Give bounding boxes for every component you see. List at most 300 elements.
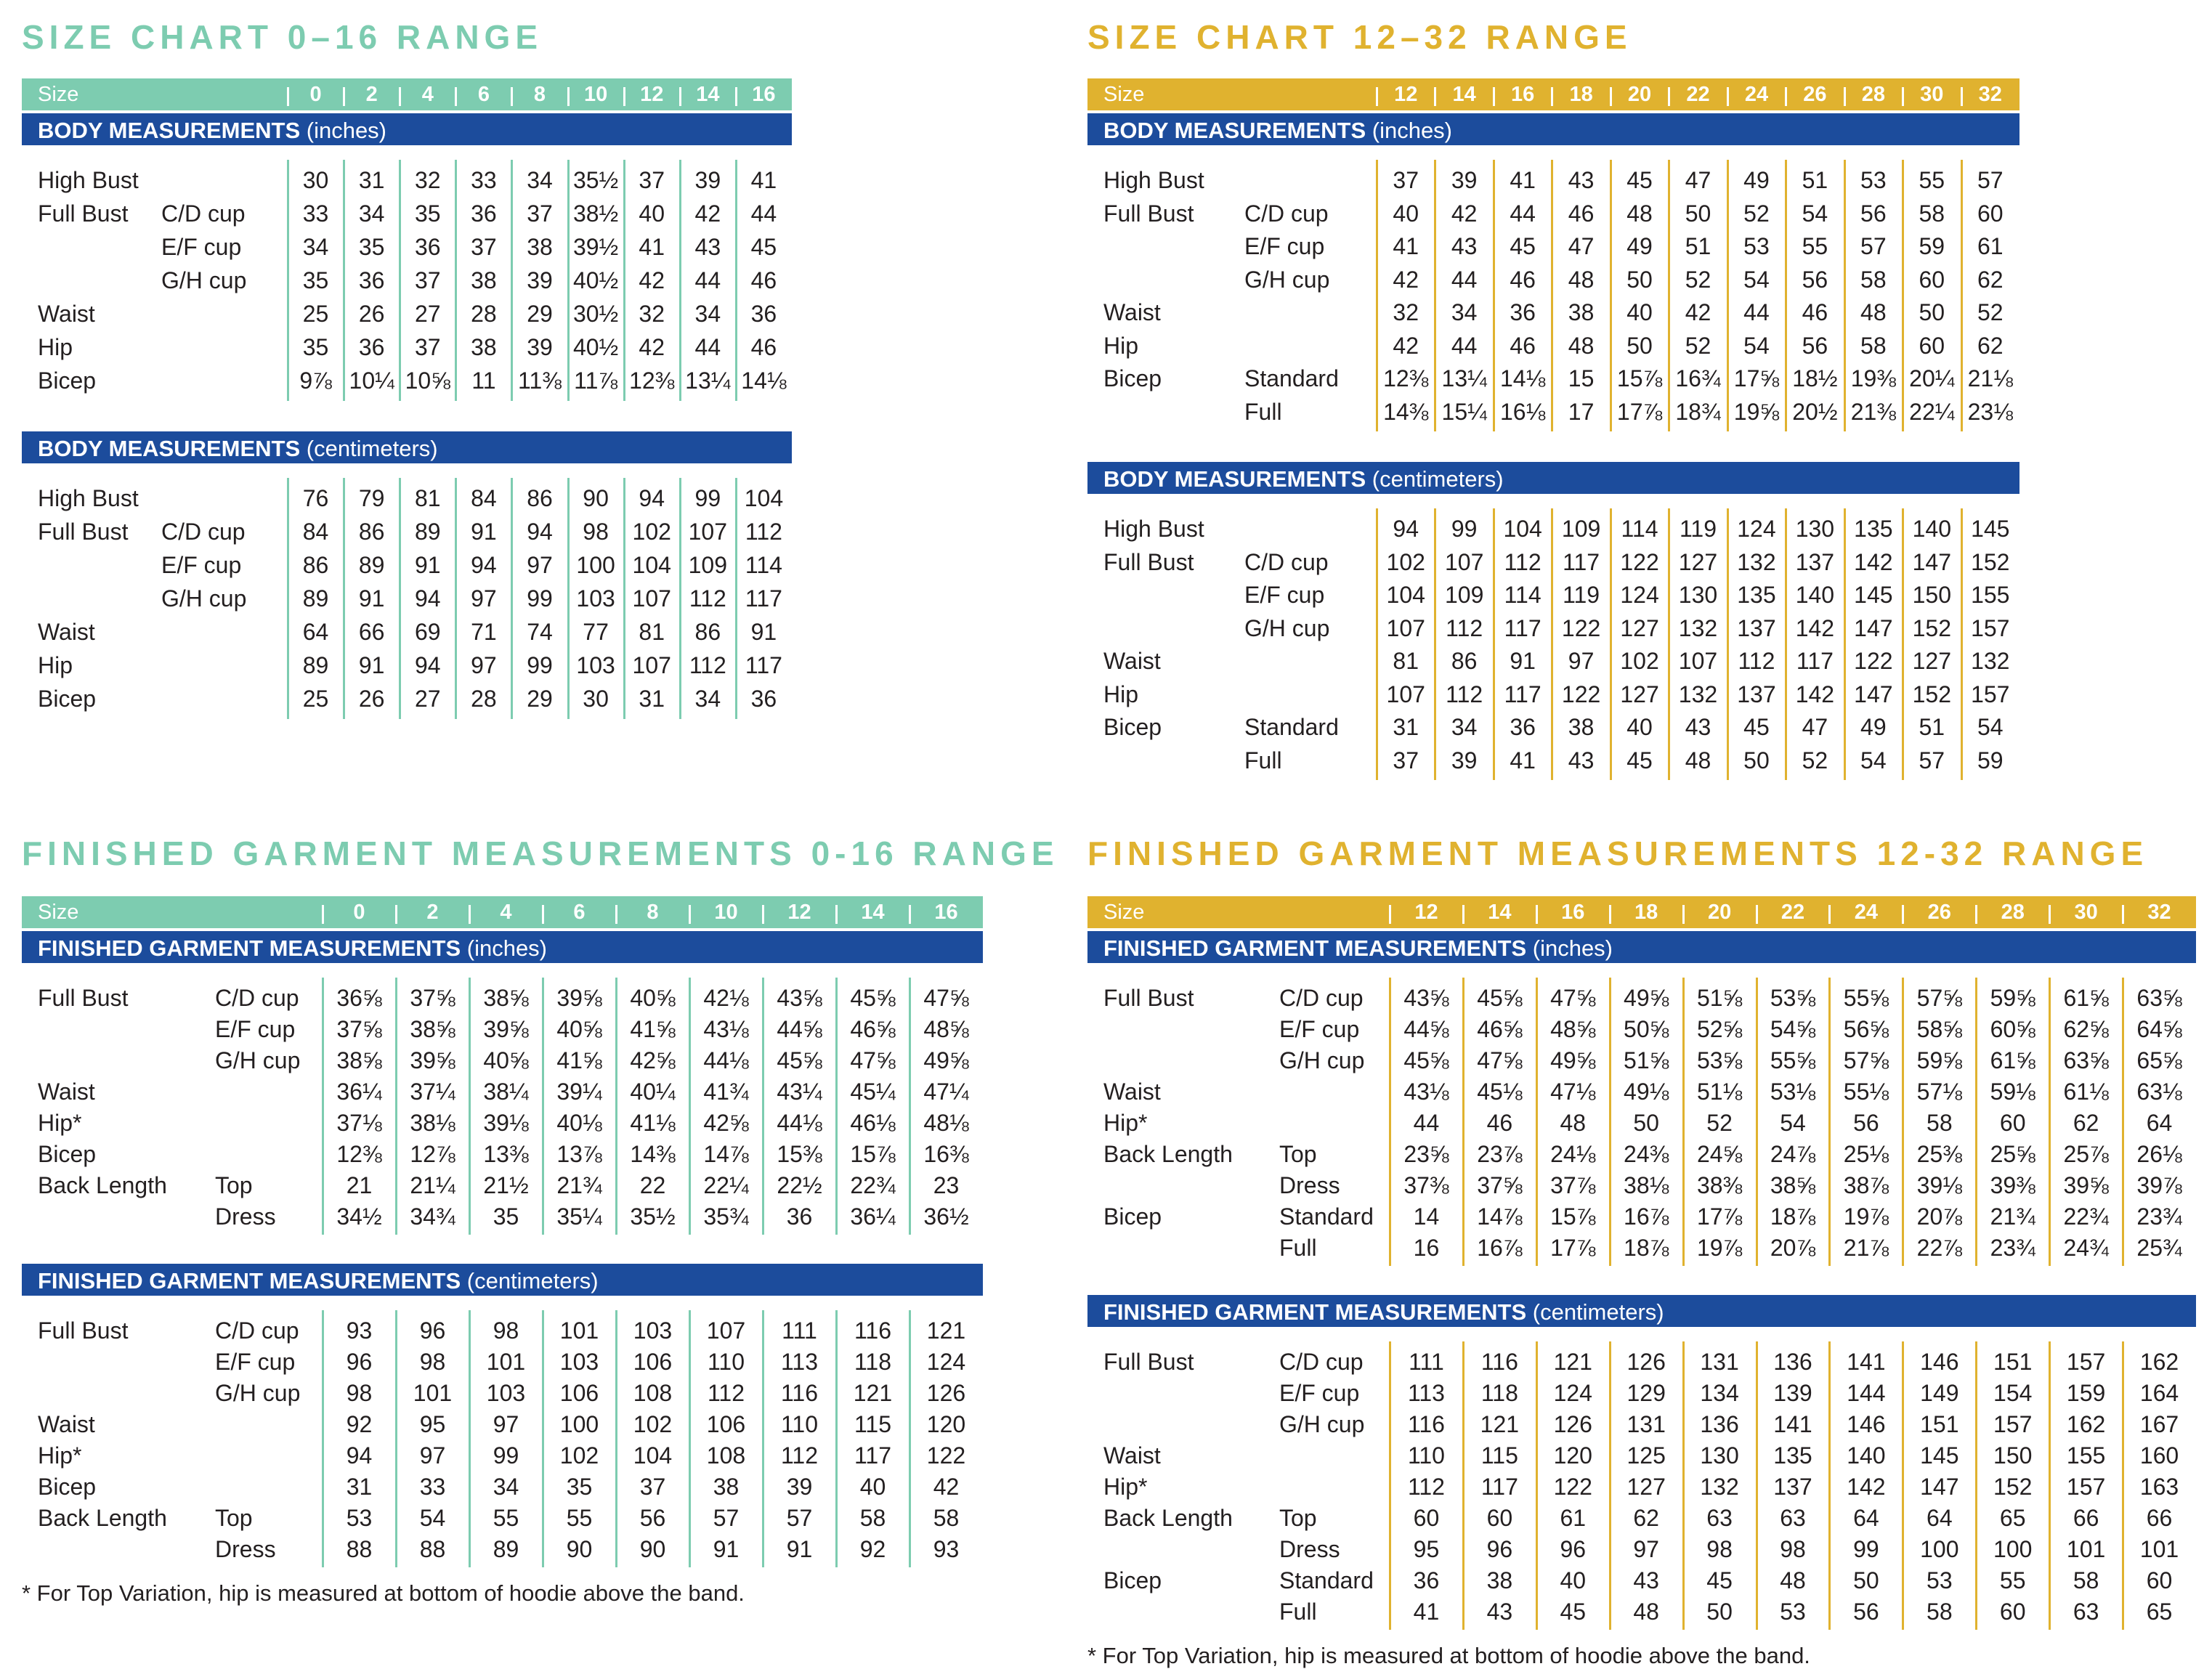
measurement-value: 24⅝ [1696, 1141, 1743, 1167]
measurement-value: 51 [1919, 714, 1945, 740]
measurement-value: 56⅝ [1843, 1016, 1889, 1042]
measurement-value: 112 [1446, 614, 1483, 641]
measurement-value: 145 [1920, 1442, 1959, 1469]
measurement-value: 112 [745, 519, 782, 545]
measurement-value: 97 [471, 585, 497, 612]
row-label: Full Bust [1103, 548, 1194, 575]
measurement-value: 46 [1510, 266, 1536, 293]
measurement-value: 55 [566, 1505, 593, 1531]
measurement-value: 53 [346, 1505, 373, 1531]
measurement-value: 48 [1568, 332, 1595, 359]
measurement-value: 48 [1568, 266, 1595, 293]
measurement-value: 91 [358, 585, 385, 612]
measurement-value: 107 [688, 519, 728, 545]
measurement-value: 43⅛ [1403, 1079, 1449, 1105]
measurement-value: 34 [1451, 714, 1478, 740]
measurement-value: 43¼ [777, 1079, 822, 1105]
measurement-value: 36 [414, 234, 441, 260]
measurement-value: 137 [1773, 1474, 1812, 1500]
measurement-value: 60 [1919, 332, 1945, 359]
measurement-value: 102 [1386, 548, 1425, 575]
measurement-value: 23⅞ [1477, 1141, 1523, 1167]
section-heading-bold: FINISHED GARMENT MEASUREMENTS [38, 935, 461, 961]
measurement-value: 63 [2073, 1599, 2099, 1625]
measurement-value: 100 [1993, 1536, 2033, 1562]
measurement-value: 81 [639, 619, 665, 645]
measurement-value: 77 [583, 619, 609, 645]
measurement-value: 39⅛ [1916, 1172, 1962, 1198]
row-sublabel: G/H cup [1279, 1411, 1365, 1437]
measurement-value: 58 [1919, 200, 1945, 227]
measurement-value: 46 [1510, 332, 1536, 359]
measurement-value: 48 [1626, 200, 1653, 227]
measurement-value: 115 [854, 1411, 891, 1437]
measurement-value: 36 [750, 301, 777, 327]
measurement-value: 100 [1920, 1536, 1959, 1562]
measurement-value: 37 [639, 167, 665, 193]
measurement-value: 42 [1393, 332, 1419, 359]
measurement-value: 39 [1451, 167, 1478, 193]
measurement-value: 44 [1413, 1110, 1440, 1136]
measurement-value: 40 [1560, 1567, 1587, 1593]
measurement-value: 38 [1568, 714, 1595, 740]
measurement-value: 38⅝ [1770, 1172, 1816, 1198]
measurement-value: 154 [1993, 1380, 2033, 1406]
measurement-value: 35 [302, 334, 329, 360]
measurement-value: 45⅝ [1477, 985, 1523, 1011]
row-label: Full Bust [38, 519, 129, 545]
measurement-value: 16⅛ [1499, 398, 1546, 425]
measurement-value: 47⅝ [1550, 985, 1596, 1011]
measurement-value: 51⅛ [1696, 1079, 1743, 1105]
size-header-cell: 18 [1634, 901, 1658, 924]
measurement-value: 40 [859, 1474, 886, 1500]
measurement-value: 107 [706, 1317, 746, 1344]
measurement-value: 89 [493, 1536, 519, 1562]
measurement-value: 131 [1700, 1349, 1739, 1375]
measurement-value: 99 [493, 1442, 519, 1469]
measurement-value: 65 [1999, 1505, 2026, 1531]
measurement-value: 81 [1393, 648, 1419, 674]
measurement-value: 114 [1621, 516, 1658, 542]
measurement-value: 38⅜ [1696, 1172, 1743, 1198]
measurement-value: 58 [1860, 332, 1887, 359]
measurement-value: 45 [1626, 747, 1653, 773]
measurement-value: 122 [1854, 648, 1893, 674]
measurement-value: 74 [527, 619, 553, 645]
measurement-value: 167 [2139, 1411, 2179, 1437]
measurement-value: 53 [1927, 1567, 1953, 1593]
measurement-value: 140 [1795, 582, 1835, 608]
measurement-value: 42⅝ [630, 1047, 676, 1073]
section-heading-text [38, 935, 547, 962]
measurement-value: 18⅞ [1770, 1203, 1816, 1230]
measurement-value: 112 [1407, 1474, 1445, 1500]
measurement-value: 39⅞ [2136, 1172, 2182, 1198]
section-heading-bold: FINISHED GARMENT MEASUREMENTS [1103, 935, 1527, 961]
measurement-value: 54 [1743, 266, 1770, 293]
section-grid [1087, 1341, 2196, 1630]
measurement-value: 39⅝ [2063, 1172, 2109, 1198]
row-sublabel: E/F cup [161, 552, 242, 578]
section-heading-bold: FINISHED GARMENT MEASUREMENTS [1103, 1299, 1527, 1325]
measurement-value: 11⅞ [574, 367, 618, 394]
measurement-value: 142 [1795, 614, 1835, 641]
measurement-value: 149 [1920, 1380, 1959, 1406]
measurement-value: 23⅝ [1403, 1141, 1449, 1167]
row-sublabel: Full [1279, 1235, 1317, 1261]
measurement-value: 63⅛ [2136, 1079, 2182, 1105]
measurement-value: 35½ [630, 1203, 676, 1230]
measurement-value: 137 [1737, 614, 1776, 641]
measurement-value: 60 [1999, 1599, 2026, 1625]
measurement-value: 56 [1853, 1110, 1879, 1136]
measurement-value: 25⅜ [1916, 1141, 1962, 1167]
row-label: Hip [38, 334, 73, 360]
measurement-value: 159 [2066, 1380, 2106, 1406]
measurement-value: 16¾ [1675, 365, 1721, 391]
measurement-value: 93 [933, 1536, 960, 1562]
measurement-value: 94 [414, 652, 441, 678]
measurement-value: 60 [1919, 266, 1945, 293]
measurement-value: 39⅛ [483, 1110, 529, 1136]
row-sublabel: Standard [1244, 365, 1339, 391]
size-header-cell: 0 [353, 901, 365, 924]
measurement-value: 32 [414, 167, 441, 193]
measurement-value: 37 [527, 200, 553, 227]
measurement-value: 31 [358, 167, 385, 193]
size-header-cell: 22 [1686, 83, 1710, 106]
measurement-value: 54 [1977, 714, 2004, 740]
measurement-value: 43⅝ [777, 985, 822, 1011]
measurement-value: 39½ [572, 234, 619, 260]
measurement-value: 88 [346, 1536, 373, 1562]
size-header-cell: 14 [1452, 83, 1476, 106]
measurement-value: 162 [2139, 1349, 2179, 1375]
measurement-value: 44 [1743, 299, 1770, 325]
measurement-value: 43 [1568, 747, 1595, 773]
measurement-value: 99 [527, 652, 553, 678]
measurement-value: 53⅝ [1770, 985, 1816, 1011]
size-header-cell: 4 [421, 83, 434, 106]
row-label: Hip* [1103, 1474, 1148, 1500]
measurement-value: 44 [1510, 200, 1536, 227]
measurement-value: 157 [1971, 681, 2010, 707]
measurement-value: 49⅛ [1624, 1079, 1669, 1105]
section-heading [1087, 931, 2196, 963]
measurement-value: 25 [302, 301, 329, 327]
measurement-value: 144 [1847, 1380, 1886, 1406]
measurement-value: 43 [1568, 167, 1595, 193]
measurement-value: 47 [1685, 167, 1711, 193]
measurement-value: 103 [486, 1380, 526, 1406]
row-label: Waist [38, 301, 95, 327]
measurement-value: 136 [1773, 1349, 1812, 1375]
measurement-value: 42 [694, 200, 721, 227]
measurement-value: 106 [559, 1380, 599, 1406]
measurement-value: 142 [1795, 681, 1835, 707]
measurement-value: 52 [1802, 747, 1828, 773]
row-label: Back Length [1103, 1141, 1233, 1167]
measurement-value: 44 [1451, 332, 1478, 359]
measurement-value: 46 [1802, 299, 1828, 325]
measurement-value: 147 [1854, 681, 1893, 707]
measurement-value: 40⅝ [630, 985, 676, 1011]
section-heading [22, 1264, 983, 1296]
measurement-value: 24⅛ [1550, 1141, 1596, 1167]
measurement-value: 106 [706, 1411, 746, 1437]
measurement-value: 39 [527, 334, 553, 360]
section-heading [22, 931, 983, 963]
measurement-value: 14 [1413, 1203, 1440, 1230]
measurement-value: 101 [2139, 1536, 2179, 1562]
measurement-value: 46⅝ [1477, 1016, 1523, 1042]
measurement-value: 39⅝ [556, 985, 602, 1011]
measurement-value: 25¾ [2136, 1235, 2182, 1261]
measurement-value: 18½ [1792, 365, 1838, 391]
measurement-value: 37⅞ [1550, 1172, 1596, 1198]
measurement-value: 24¾ [2063, 1235, 2109, 1261]
measurement-value: 58 [933, 1505, 960, 1531]
measurement-value: 40½ [572, 267, 619, 293]
row-sublabel: E/F cup [215, 1349, 296, 1375]
measurement-value: 135 [1737, 582, 1776, 608]
measurement-value: 49 [1743, 167, 1770, 193]
row-sublabel: Top [1279, 1141, 1317, 1167]
measurement-value: 89 [302, 652, 329, 678]
measurement-value: 97 [527, 552, 553, 578]
measurement-value: 99 [694, 485, 721, 511]
section-grid [22, 1310, 983, 1567]
measurement-value: 108 [706, 1442, 746, 1469]
measurement-value: 38⅛ [410, 1110, 455, 1136]
row-label: Bicep [38, 686, 97, 712]
panel-title: SIZE CHART 0–16 RANGE [22, 18, 543, 56]
measurement-value: 57 [1977, 167, 2004, 193]
measurement-value: 122 [1620, 548, 1659, 575]
measurement-value: 93 [346, 1317, 373, 1344]
measurement-value: 96 [1486, 1536, 1513, 1562]
measurement-value: 60 [1486, 1505, 1513, 1531]
row-sublabel: Standard [1244, 714, 1339, 740]
section-grid [1087, 508, 2019, 780]
size-header-cell: 20 [1627, 83, 1652, 106]
measurement-value: 52 [1743, 200, 1770, 227]
measurement-value: 62 [1977, 266, 2004, 293]
measurement-value: 139 [1773, 1380, 1812, 1406]
row-sublabel: E/F cup [215, 1016, 296, 1042]
measurement-value: 102 [632, 519, 671, 545]
measurement-value: 14⅞ [703, 1141, 749, 1167]
measurement-value: 130 [1795, 516, 1835, 542]
measurement-value: 22½ [777, 1172, 822, 1198]
measurement-value: 33 [302, 200, 329, 227]
measurement-value: 19⅝ [1733, 398, 1780, 425]
measurement-value: 121 [926, 1317, 966, 1344]
measurement-value: 47¼ [923, 1079, 969, 1105]
measurement-value: 15¼ [1441, 398, 1487, 425]
measurement-value: 98 [1780, 1536, 1806, 1562]
section-heading-unit: (inches) [1526, 935, 1613, 961]
measurement-value: 35 [302, 267, 329, 293]
row-sublabel: Standard [1279, 1567, 1374, 1593]
measurement-value: 91 [471, 519, 497, 545]
measurement-value: 64 [1927, 1505, 1953, 1531]
section-heading-bold: BODY MEASUREMENTS [1103, 118, 1366, 143]
measurement-value: 38 [471, 334, 497, 360]
measurement-value: 94 [527, 519, 553, 545]
measurement-value: 20⅞ [1770, 1235, 1816, 1261]
measurement-value: 48 [1780, 1567, 1806, 1593]
measurement-value: 63⅝ [2136, 985, 2182, 1011]
measurement-value: 112 [1738, 648, 1775, 674]
measurement-value: 59⅝ [1990, 985, 2035, 1011]
measurement-value: 94 [1393, 516, 1419, 542]
measurement-value: 39 [527, 267, 553, 293]
measurement-value: 94 [346, 1442, 373, 1469]
measurement-value: 157 [1993, 1411, 2033, 1437]
measurement-value: 55 [1999, 1567, 2026, 1593]
measurement-value: 41 [1413, 1599, 1440, 1625]
measurement-value: 65 [2146, 1599, 2173, 1625]
size-header-cell: 8 [647, 901, 659, 924]
measurement-value: 25⅛ [1843, 1141, 1889, 1167]
row-sublabel: Dress [1279, 1536, 1340, 1562]
size-header-cell: 16 [934, 901, 958, 924]
measurement-value: 99 [1853, 1536, 1879, 1562]
row-sublabel: Standard [1279, 1203, 1374, 1230]
row-sublabel: C/D cup [161, 519, 246, 545]
measurement-value: 50⅝ [1624, 1016, 1669, 1042]
measurement-value: 22 [639, 1172, 666, 1198]
row-sublabel: C/D cup [215, 1317, 299, 1344]
measurement-value: 56 [1860, 200, 1887, 227]
measurement-value: 90 [583, 485, 609, 511]
measurement-value: 162 [2066, 1411, 2106, 1437]
measurement-value: 38⅞ [1843, 1172, 1889, 1198]
measurement-value: 40 [1626, 299, 1653, 325]
row-sublabel: C/D cup [161, 200, 246, 227]
measurement-value: 57 [1919, 747, 1945, 773]
measurement-value: 34½ [336, 1203, 382, 1230]
measurement-value: 66 [358, 619, 385, 645]
measurement-value: 57 [1860, 233, 1887, 259]
measurement-value: 41 [1393, 233, 1419, 259]
measurement-value: 52 [1706, 1110, 1733, 1136]
row-sublabel: G/H cup [1279, 1047, 1365, 1073]
measurement-value: 17⅞ [1616, 398, 1663, 425]
measurement-value: 104 [1386, 582, 1425, 608]
measurement-value: 86 [527, 485, 553, 511]
measurement-value: 42 [639, 267, 665, 293]
size-header-cell: 22 [1780, 901, 1805, 924]
measurement-value: 140 [1912, 516, 1951, 542]
measurement-value: 25⅝ [1990, 1141, 2035, 1167]
measurement-value: 34 [694, 686, 721, 712]
measurement-value: 79 [358, 485, 385, 511]
row-sublabel: G/H cup [161, 585, 247, 612]
row-label: Hip* [38, 1442, 82, 1469]
measurement-value: 21¾ [1990, 1203, 2035, 1230]
measurement-value: 14⅛ [1499, 365, 1546, 391]
measurement-value: 57⅛ [1916, 1079, 1962, 1105]
measurement-value: 24⅜ [1624, 1141, 1669, 1167]
measurement-value: 122 [1561, 681, 1601, 707]
size-header-cell: 12 [1414, 901, 1438, 924]
measurement-value: 42 [1451, 200, 1478, 227]
row-label: Hip* [38, 1110, 82, 1136]
measurement-value: 45 [1706, 1567, 1733, 1593]
measurement-value: 116 [1480, 1349, 1518, 1375]
measurement-value: 127 [1620, 681, 1659, 707]
measurement-value: 112 [707, 1380, 745, 1406]
section-heading [1087, 113, 2019, 145]
measurement-value: 41 [1510, 167, 1536, 193]
measurement-value: 37 [471, 234, 497, 260]
measurement-value: 13¼ [685, 367, 731, 394]
measurement-value: 23¾ [1990, 1235, 2035, 1261]
measurement-value: 41⅛ [630, 1110, 676, 1136]
measurement-value: 45 [1560, 1599, 1587, 1625]
measurement-value: 54 [1743, 332, 1770, 359]
measurement-value: 86 [358, 519, 385, 545]
measurement-value: 28 [471, 686, 497, 712]
measurement-value: 50 [1853, 1567, 1879, 1593]
measurement-value: 46 [750, 334, 777, 360]
measurement-value: 22¼ [703, 1172, 749, 1198]
measurement-value: 76 [302, 485, 329, 511]
measurement-value: 37⅝ [336, 1016, 382, 1042]
measurement-value: 155 [2066, 1442, 2106, 1469]
measurement-value: 13⅞ [556, 1141, 602, 1167]
measurement-value: 12⅜ [336, 1141, 382, 1167]
row-label: Waist [1103, 1442, 1161, 1469]
measurement-value: 25 [302, 686, 329, 712]
measurement-value: 49⅝ [923, 1047, 969, 1073]
measurement-value: 34 [1451, 299, 1478, 325]
size-header-cell: 16 [752, 83, 776, 106]
size-header-cell: 14 [861, 901, 885, 924]
size-header-cell: 6 [477, 83, 490, 106]
size-header-cell: 24 [1854, 901, 1879, 924]
measurement-value: 36⅝ [336, 985, 382, 1011]
measurement-value: 19⅞ [1843, 1203, 1889, 1230]
size-header-cell: 32 [1978, 83, 2002, 106]
measurement-value: 45 [1510, 233, 1536, 259]
measurement-value: 17⅝ [1733, 365, 1780, 391]
measurement-value: 107 [1386, 614, 1425, 641]
measurement-value: 146 [1920, 1349, 1959, 1375]
measurement-value: 164 [2139, 1380, 2179, 1406]
row-label: Full Bust [1103, 1349, 1194, 1375]
measurement-value: 45⅝ [777, 1047, 822, 1073]
size-header-cell: 2 [365, 83, 378, 106]
section-grid [1087, 978, 2196, 1266]
measurement-value: 45 [1743, 714, 1770, 740]
measurement-value: 28 [471, 301, 497, 327]
measurement-value: 31 [1393, 714, 1419, 740]
measurement-value: 95 [419, 1411, 446, 1437]
measurement-value: 90 [566, 1536, 593, 1562]
measurement-value: 26 [358, 686, 385, 712]
row-label: Hip [38, 652, 73, 678]
measurement-value: 31 [639, 686, 665, 712]
measurement-value: 14⅞ [1477, 1203, 1523, 1230]
measurement-value: 115 [1480, 1442, 1518, 1469]
measurement-value: 10⅝ [405, 367, 450, 394]
row-label: High Bust [38, 167, 139, 193]
measurement-value: 117 [1480, 1474, 1518, 1500]
